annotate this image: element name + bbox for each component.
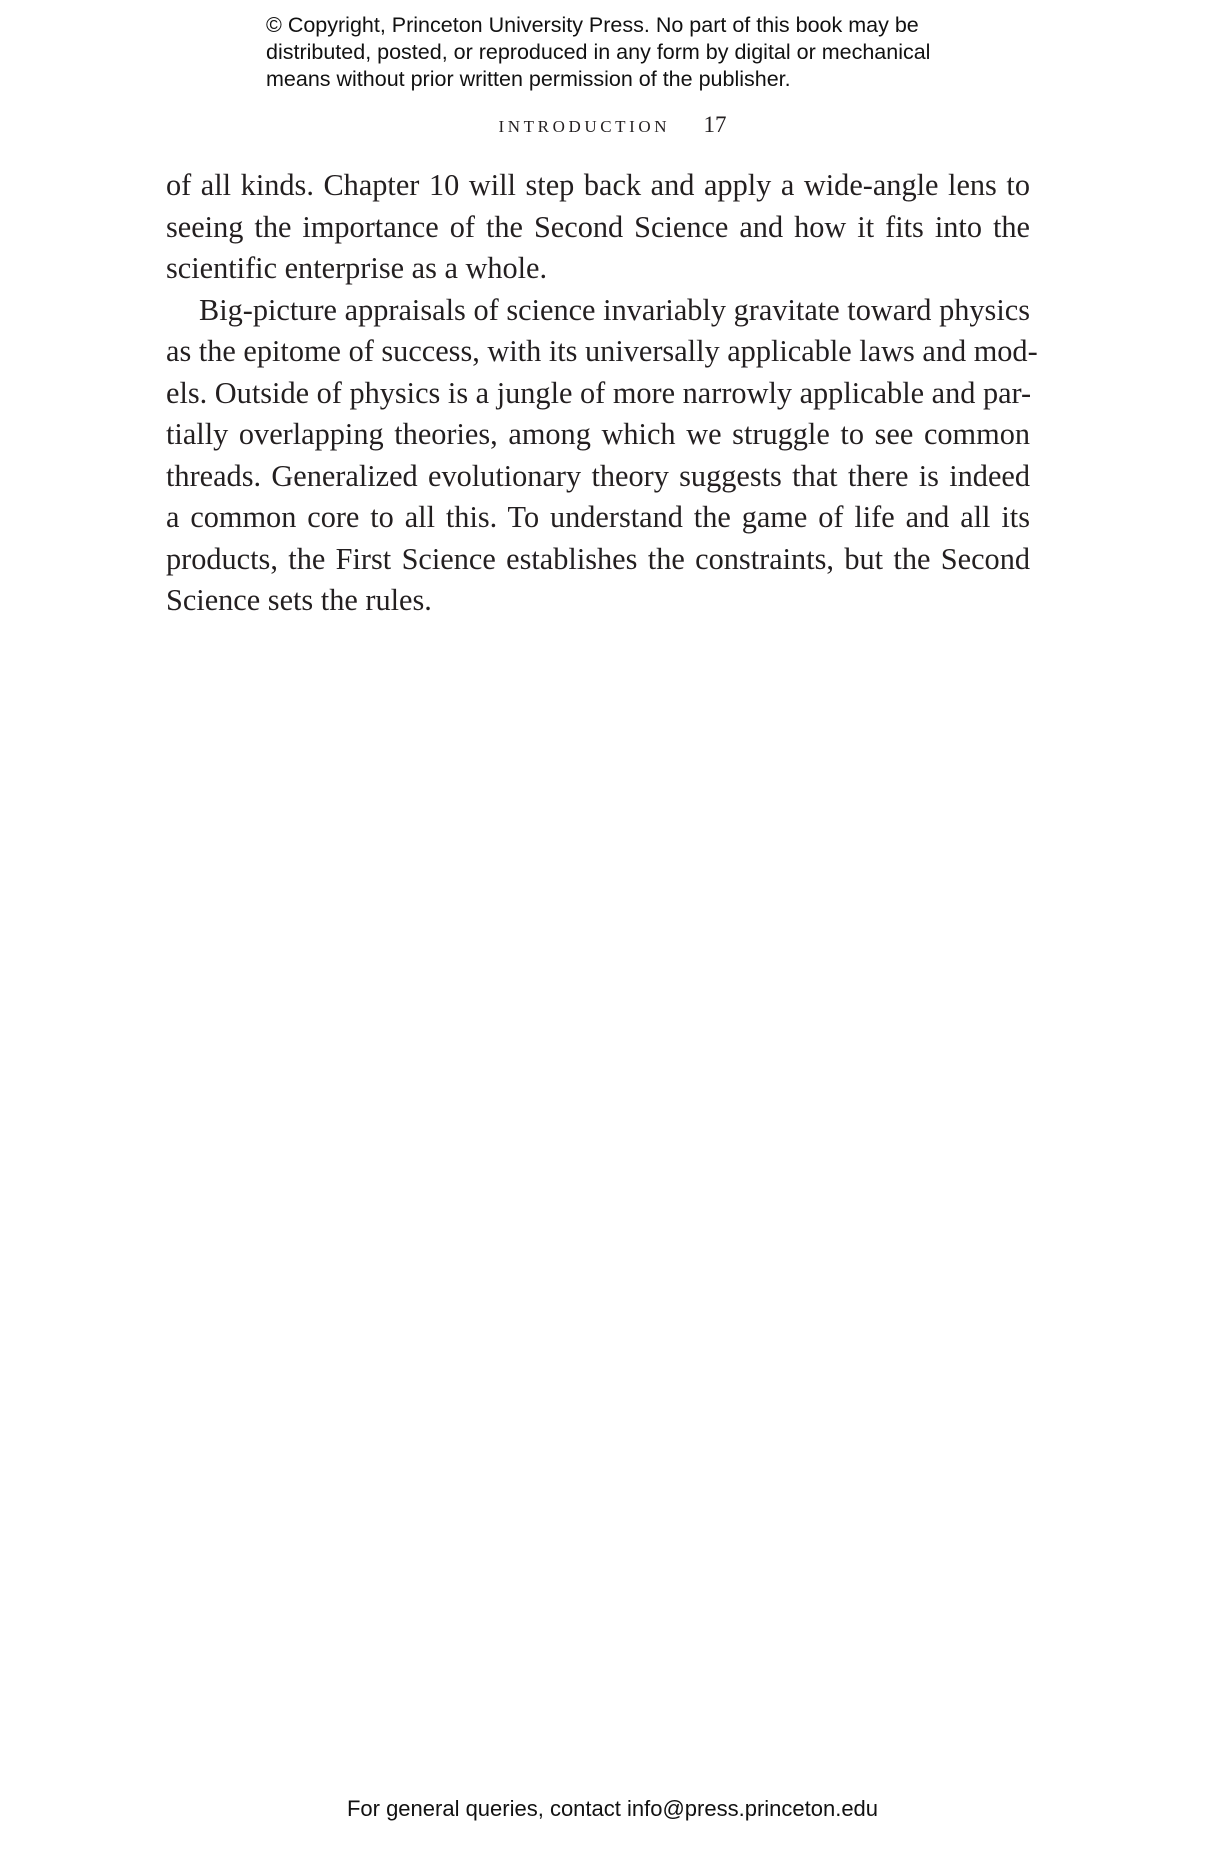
copyright-line: means without prior written permission of the publisher. [266,67,791,91]
text-line: of all kinds. Chapter 10 will step back and apply a wide-angle lens to [166,168,1030,202]
text-line: products, the First Science establishes the constraints, but the Second [166,541,1030,576]
text-line: seeing the importance of the Second Science and how it fits into the [166,209,1030,244]
text-line: Science sets the rules. [166,583,432,617]
body-text [166,165,1038,622]
text-line: tially overlapping theories, among which we struggle to see common [166,417,1030,451]
text-line: Big-picture appraisals of science invariably gravitate toward physics [199,292,1030,327]
text-line: scientific enterprise as a whole. [166,251,548,285]
text-line: threads. Generalized evolutionary theory suggests that there is indeed [166,458,1030,493]
paragraph-2 [166,290,1038,622]
footer-contact: For general queries, contact info@press.princeton.edu [346,1796,879,1821]
copyright-notice [266,12,986,93]
page-number: 17 [703,112,727,137]
paragraph-1 [166,165,1030,290]
text-line: a common core to all this. To understand the game of life and all its [166,500,1030,534]
text-line: els. Outside of physics is a jungle of more narrowly applicable and par- [166,375,1032,410]
copyright-line: © Copyright, Princeton University Press. No part of this book may be [266,13,919,37]
running-head [0,111,1225,141]
text-line: as the epitome of success, with its universally applicable laws and mod- [166,334,1038,368]
running-head-section: INTRODUCTION [498,117,671,136]
copyright-line: distributed, posted, or reproduced in any form by digital or mechanical [266,40,931,64]
